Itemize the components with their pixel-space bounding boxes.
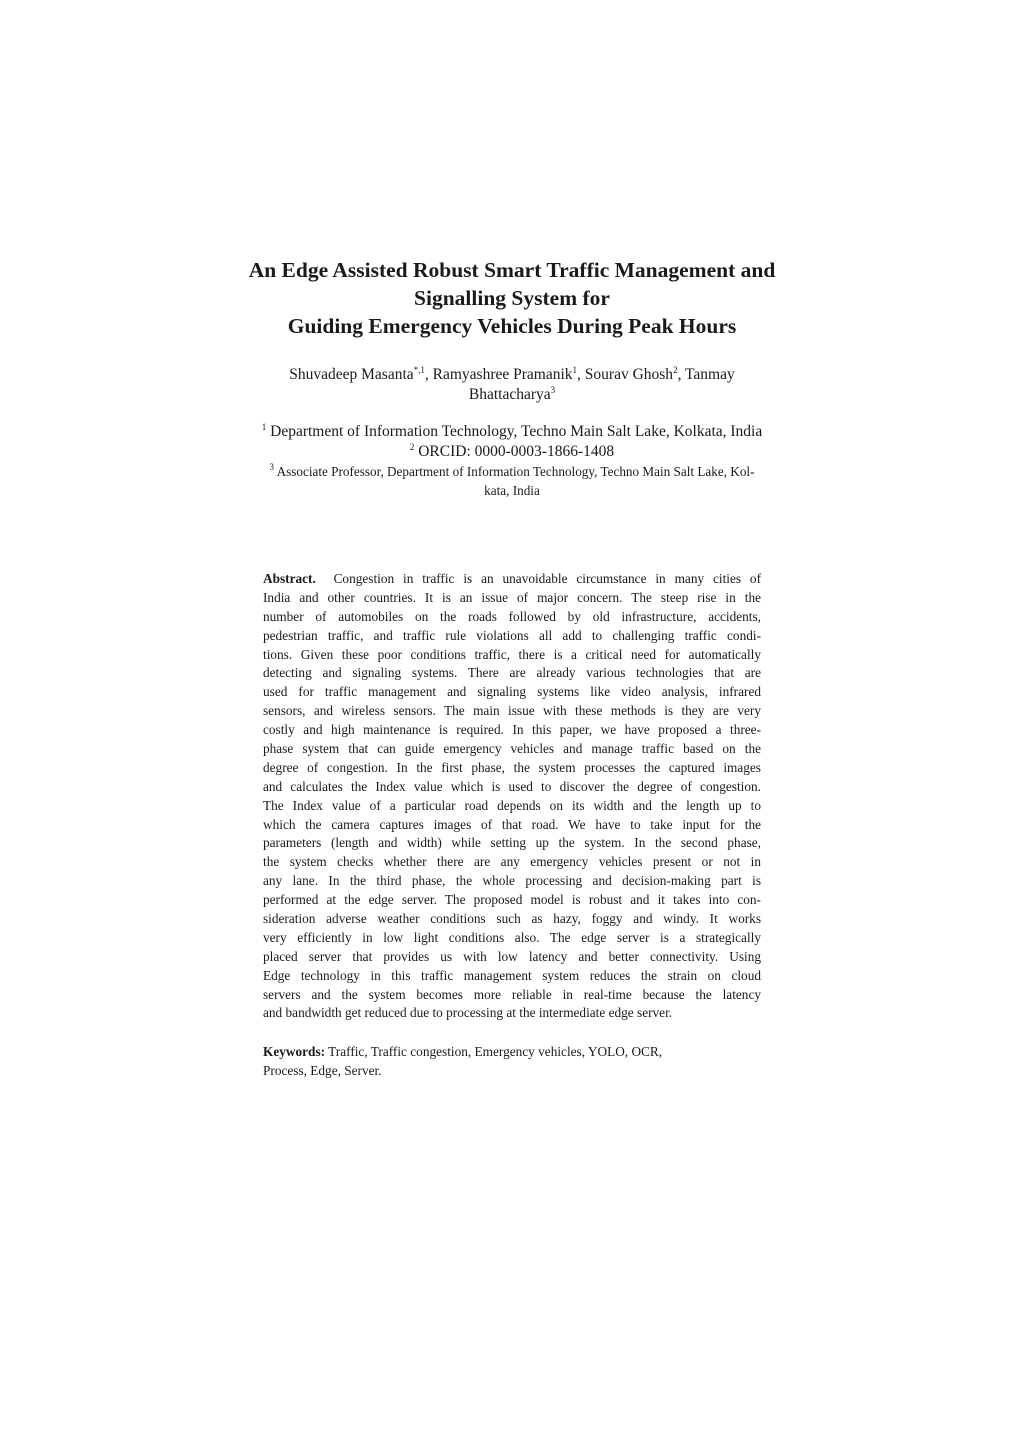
- abstract-line: [263, 570, 761, 589]
- author-name: Tanmay: [685, 366, 735, 383]
- title-line: Signalling System for: [414, 286, 610, 310]
- abstract-line: detecting and signaling systems. There are already various technologies that are: [263, 665, 761, 681]
- abstract-label: Abstract.: [263, 571, 316, 586]
- abstract-line: costly and high maintenance is required. In this paper, we have proposed a three-: [263, 722, 761, 738]
- abstract-line: sensors, and wireless sensors. The main issue with these methods is they are very: [263, 703, 761, 719]
- author-affiliation-mark: 3: [550, 385, 556, 395]
- keywords: [263, 1043, 761, 1081]
- affiliation-text: Associate Professor, Department of Information Technology, Techno Main Salt Lake, Kol-: [276, 464, 755, 479]
- author-name: Bhattacharya: [468, 386, 551, 403]
- paper-title: [150, 256, 874, 340]
- affiliation-2: [180, 442, 844, 462]
- affiliation-text: Department of Information Technology, Techno Main Salt Lake, Kolkata, India: [270, 423, 763, 440]
- abstract-first-line-text: Congestion in traffic is an unavoidable circumstance in many cities of: [333, 571, 761, 586]
- abstract-line: which the camera captures images of that road. We have to take input for the: [263, 816, 761, 832]
- author-affiliation-mark: *,1: [413, 365, 425, 375]
- affiliation-3: [180, 462, 844, 500]
- abstract-line: degree of congestion. In the first phase, the system processes the captured images: [263, 759, 761, 775]
- author-name: Ramyashree Pramanik: [432, 366, 573, 383]
- abstract-line: and calculates the Index value which is used to discover the degree of congestion.: [263, 778, 761, 794]
- affiliation-text: ORCID: 0000-0003-1866-1408: [418, 443, 615, 460]
- affiliation-mark: 1: [261, 422, 267, 432]
- affiliation-mark: 3: [269, 462, 275, 472]
- author-list: Shuvadeep Masanta$^{*,1}$, Ramyashree Pramanik$^1$, Sourav Ghosh$^2$, Tanmay Bhattacharya$^3$: [289, 365, 735, 403]
- abstract-line: very efficiently in low light conditions also. The edge server is a strategically: [263, 929, 761, 945]
- author-affiliation-mark: 1: [572, 365, 578, 375]
- abstract-line: pedestrian traffic, and traffic rule violations all add to challenging traffic condi-: [263, 627, 761, 643]
- affiliation-1: [180, 422, 844, 442]
- abstract-line: Edge technology in this traffic management system reduces the strain on cloud: [263, 967, 761, 983]
- abstract: [263, 570, 761, 1023]
- title-line: An Edge Assisted Robust Smart Traffic Management and: [248, 258, 776, 282]
- abstract-line: tions. Given these poor conditions traffic, there is a critical need for automatically: [263, 646, 761, 662]
- abstract-line: the system checks whether there are any emergency vehicles present or not in: [263, 854, 761, 870]
- keywords-list: Traffic, Traffic congestion, Emergency vehicles, YOLO, OCR,: [328, 1044, 663, 1059]
- abstract-line: India and other countries. It is an issue of major concern. The steep rise in the: [263, 589, 761, 605]
- affiliation-mark: 2: [409, 442, 415, 452]
- affiliation-text: kata, India: [484, 483, 540, 498]
- abstract-body: [263, 589, 761, 1023]
- abstract-line: placed server that provides us with low latency and better connectivity. Using: [263, 948, 761, 964]
- keywords-label: Keywords:: [263, 1044, 326, 1059]
- abstract-line: used for traffic management and signaling systems like video analysis, infrared: [263, 684, 761, 700]
- author-name: Sourav Ghosh: [584, 366, 674, 383]
- abstract-line: The Index value of a particular road depends on its width and the length up to: [263, 797, 761, 813]
- author-affiliation-mark: 2: [673, 365, 678, 375]
- abstract-line: phase system that can guide emergency vehicles and manage traffic based on the: [263, 741, 761, 757]
- abstract-line: and bandwidth get reduced due to processing at the intermediate edge server.: [263, 1005, 673, 1021]
- author-name: Shuvadeep Masanta: [289, 366, 414, 383]
- keywords-list-continued: Process, Edge, Server.: [263, 1062, 382, 1078]
- abstract-line: performed at the edge server. The proposed model is robust and it takes into con-: [263, 892, 761, 908]
- title-line: Guiding Emergency Vehicles During Peak Hours: [287, 314, 737, 338]
- abstract-line: servers and the system becomes more reliable in real-time because the latency: [263, 986, 761, 1002]
- abstract-line: any lane. In the third phase, the whole processing and decision-making part is: [263, 873, 761, 889]
- abstract-line: number of automobiles on the roads followed by old infrastructure, accidents,: [263, 608, 761, 624]
- abstract-line: sideration adverse weather conditions such as hazy, foggy and windy. It works: [263, 911, 761, 927]
- abstract-line: parameters (length and width) while setting up the system. In the second phase,: [263, 835, 761, 851]
